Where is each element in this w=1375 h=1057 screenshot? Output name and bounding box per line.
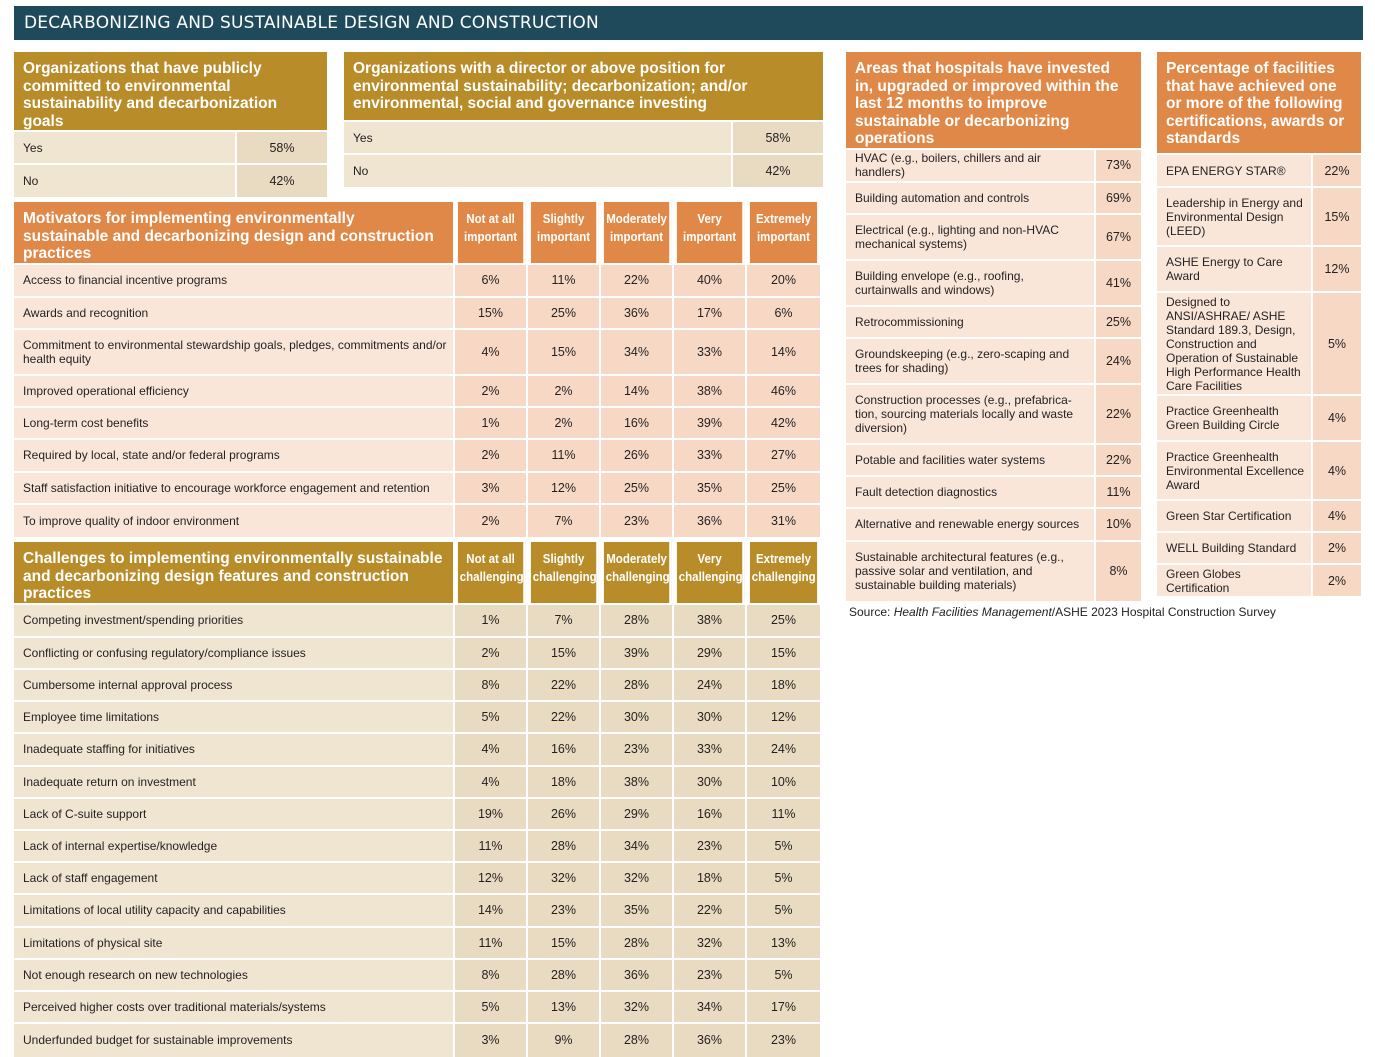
table-row [846,542,1141,601]
header-row [846,52,1141,150]
value-cell: 23% [674,960,747,992]
value-cell: 25% [747,605,820,638]
value-cell: 38% [601,767,674,799]
table-title: Motivators for implementing environmentally sustainable and decarbonizing design and construction practices [14,202,455,265]
table-row [14,505,820,537]
row-label: Cumbersome internal approval process [14,670,455,702]
row-label: Inadequate return on investment [14,767,455,799]
value-cell: 9% [528,1024,601,1057]
value-cell: 25% [747,473,820,505]
value-cell: 11% [528,265,601,298]
column-header: Extremely important [750,202,817,265]
table-row [846,339,1141,385]
row-label: Limitations of physical site [14,928,455,960]
value-cell: 1% [455,408,528,440]
value-cell: 25% [1096,307,1141,339]
row-label: Green Star Certification [1157,501,1313,533]
value-cell: 29% [674,638,747,670]
value-cell: 39% [601,638,674,670]
value-cell: 39% [674,408,747,440]
column-header: Very important [677,202,744,265]
source-publication: Health Facilities Management [893,605,1052,619]
row-label: Leadership in Energy and Environmental Design (LEED) [1157,188,1313,247]
column-header: Slightly challenging [531,542,598,605]
value-cell: 3% [455,1024,528,1057]
table-row [14,863,820,895]
value-cell: 4% [455,767,528,799]
value-cell: 20% [747,265,820,298]
value-cell: 22% [1313,155,1361,188]
row-label: Inadequate staffing for initiatives [14,734,455,767]
value-cell: 2% [455,638,528,670]
table-row [1157,247,1361,293]
table-row [14,702,820,734]
value-cell: 36% [601,960,674,992]
header-row [14,52,327,132]
table-row [14,992,820,1024]
table-row [344,122,823,155]
value-cell: 17% [674,298,747,330]
public-commitment-table [14,52,327,197]
table-row [14,767,820,799]
value-cell: 18% [747,670,820,702]
value-cell: 2% [455,376,528,408]
row-label: Retrocommissioning [846,307,1096,339]
row-label: Potable and facilities water systems [846,445,1096,477]
value-cell: 27% [747,440,820,473]
value-cell: 32% [601,863,674,895]
table-row [1157,155,1361,188]
value-cell: 12% [528,473,601,505]
value-cell: 58% [733,122,823,155]
table-title: Organizations that have publicly committed to environmental sustainability and decarbonization goals [14,52,327,132]
value-cell: 40% [674,265,747,298]
table-row [14,895,820,928]
certifications-table [1157,52,1361,596]
table-row [14,670,820,702]
table-row [14,473,820,505]
row-label: Conflicting or confusing regulatory/compliance issues [14,638,455,670]
table-title: Percentage of facilities that have achieved one or more of the following certifications, awards or standards [1157,52,1361,155]
value-cell: 2% [528,408,601,440]
row-label: Access to financial incentive programs [14,265,455,298]
table-row [1157,501,1361,533]
value-cell: 46% [747,376,820,408]
value-cell: 38% [674,376,747,408]
value-cell: 23% [747,1024,820,1057]
header-row [1157,52,1361,155]
table-row [14,330,820,376]
value-cell: 22% [1096,385,1141,445]
value-cell: 22% [528,670,601,702]
row-label: Fault detection diagnostics [846,477,1096,509]
value-cell: 28% [601,605,674,638]
value-cell: 42% [747,408,820,440]
header-row [14,202,820,265]
motivators-table [14,202,820,537]
table-title: Organizations with a director or above position for environmental sustainability; decarbonization; and/or environmental, social and governance investing [344,52,823,122]
value-cell: 32% [528,863,601,895]
value-cell: 16% [674,799,747,831]
row-label: Construction processes (e.g., prefabrica-tion, sourcing materials locally and waste diversion) [846,385,1096,445]
value-cell: 14% [747,330,820,376]
table-row [14,165,327,197]
row-label: HVAC (e.g., boilers, chillers and air handlers) [846,150,1096,183]
value-cell: 24% [1096,339,1141,385]
row-label: Required by local, state and/or federal programs [14,440,455,473]
value-cell: 4% [1313,396,1361,442]
table-row [846,215,1141,261]
value-cell: 28% [601,928,674,960]
row-label: Commitment to environmental stewardship goals, pledges, commitments and/or health equity [14,330,455,376]
table-row [14,440,820,473]
row-label: Lack of C-suite support [14,799,455,831]
row-label: Yes [344,122,733,155]
table-row [846,477,1141,509]
row-label: Lack of staff engagement [14,863,455,895]
row-label: Electrical (e.g., lighting and non-HVAC mechanical systems) [846,215,1096,261]
table-row [14,265,820,298]
value-cell: 25% [528,298,601,330]
table-row [14,638,820,670]
table-title: Areas that hospitals have invested in, upgraded or improved within the last 12 months to improve sustainable or decarbonizing operations [846,52,1141,150]
table-row [846,385,1141,445]
header-row [14,542,820,605]
row-label: Long-term cost benefits [14,408,455,440]
value-cell: 25% [601,473,674,505]
row-label: No [14,165,237,197]
value-cell: 8% [455,670,528,702]
row-label: Improved operational efficiency [14,376,455,408]
table-row [1157,188,1361,247]
row-label: Underfunded budget for sustainable improvements [14,1024,455,1057]
value-cell: 16% [528,734,601,767]
value-cell: 36% [601,298,674,330]
table-row [846,261,1141,307]
director-position-table [344,52,823,187]
value-cell: 28% [528,960,601,992]
column-header: Moderately important [604,202,671,265]
row-label: Not enough research on new technologies [14,960,455,992]
value-cell: 22% [601,265,674,298]
value-cell: 10% [1096,509,1141,542]
row-label: Alternative and renewable energy sources [846,509,1096,542]
value-cell: 36% [674,505,747,537]
row-label: To improve quality of indoor environment [14,505,455,537]
value-cell: 41% [1096,261,1141,307]
value-cell: 34% [601,831,674,863]
value-cell: 29% [601,799,674,831]
source-note [849,605,1276,619]
value-cell: 15% [455,298,528,330]
column-header: Very challenging [677,542,744,605]
value-cell: 14% [601,376,674,408]
column-header: Moderately challenging [604,542,671,605]
table-row [1157,396,1361,442]
table-row [846,183,1141,215]
value-cell: 2% [455,440,528,473]
value-cell: 34% [674,992,747,1024]
value-cell: 4% [455,734,528,767]
value-cell: 38% [674,605,747,638]
value-cell: 34% [601,330,674,376]
value-cell: 5% [747,863,820,895]
value-cell: 28% [601,670,674,702]
value-cell: 15% [528,638,601,670]
table-row [14,376,820,408]
value-cell: 31% [747,505,820,537]
row-label: Staff satisfaction initiative to encourage workforce engagement and retention [14,473,455,505]
value-cell: 7% [528,605,601,638]
row-label: Limitations of local utility capacity and capabilities [14,895,455,928]
value-cell: 23% [674,831,747,863]
value-cell: 30% [601,702,674,734]
value-cell: 13% [528,992,601,1024]
value-cell: 15% [528,330,601,376]
value-cell: 23% [528,895,601,928]
table-row [1157,565,1361,596]
value-cell: 11% [455,831,528,863]
table-row [14,605,820,638]
value-cell: 28% [528,831,601,863]
value-cell: 35% [601,895,674,928]
value-cell: 17% [747,992,820,1024]
table-row [14,408,820,440]
table-row [14,960,820,992]
row-label: No [344,155,733,187]
invested-areas-table [846,52,1141,601]
value-cell: 6% [455,265,528,298]
value-cell: 26% [601,440,674,473]
row-label: Practice Greenhealth Green Building Circle [1157,396,1313,442]
table-row [1157,442,1361,501]
value-cell: 3% [455,473,528,505]
value-cell: 11% [747,799,820,831]
value-cell: 12% [747,702,820,734]
value-cell: 24% [747,734,820,767]
row-label: EPA ENERGY STAR® [1157,155,1313,188]
value-cell: 10% [747,767,820,799]
value-cell: 7% [528,505,601,537]
value-cell: 15% [747,638,820,670]
column-header: Slightly important [531,202,598,265]
value-cell: 35% [674,473,747,505]
value-cell: 12% [455,863,528,895]
value-cell: 18% [674,863,747,895]
value-cell: 30% [674,702,747,734]
row-label: Practice Greenhealth Environmental Excellence Award [1157,442,1313,501]
row-label: Lack of internal expertise/knowledge [14,831,455,863]
challenges-table [14,542,820,1057]
value-cell: 30% [674,767,747,799]
page-title: DECARBONIZING AND SUSTAINABLE DESIGN AND CONSTRUCTION [14,6,1363,40]
row-label: Building envelope (e.g., roofing, curtainwalls and windows) [846,261,1096,307]
value-cell: 2% [1313,565,1361,596]
value-cell: 19% [455,799,528,831]
value-cell: 4% [455,330,528,376]
value-cell: 1% [455,605,528,638]
value-cell: 73% [1096,150,1141,183]
value-cell: 28% [601,1024,674,1057]
column-header: Not at all challenging [458,542,525,605]
table-row [846,509,1141,542]
value-cell: 8% [455,960,528,992]
value-cell: 11% [528,440,601,473]
value-cell: 12% [1313,247,1361,293]
value-cell: 16% [601,408,674,440]
value-cell: 2% [455,505,528,537]
table-row [846,150,1141,183]
value-cell: 32% [601,992,674,1024]
table-title: Challenges to implementing environmentally sustainable and decarbonizing design features and construction practices [14,542,455,605]
column-header: Extremely challenging [750,542,817,605]
row-label: Perceived higher costs over traditional materials/systems [14,992,455,1024]
row-label: WELL Building Standard [1157,533,1313,565]
table-row [14,799,820,831]
value-cell: 24% [674,670,747,702]
value-cell: 11% [1096,477,1141,509]
value-cell: 5% [455,992,528,1024]
source-suffix: /ASHE 2023 Hospital Construction Survey [1051,605,1276,619]
row-label: Building automation and controls [846,183,1096,215]
value-cell: 4% [1313,442,1361,501]
table-row [1157,533,1361,565]
row-label: Awards and recognition [14,298,455,330]
table-row [14,734,820,767]
value-cell: 5% [455,702,528,734]
value-cell: 2% [528,376,601,408]
table-row [846,445,1141,477]
value-cell: 5% [747,960,820,992]
value-cell: 42% [733,155,823,187]
value-cell: 26% [528,799,601,831]
table-row [344,155,823,187]
value-cell: 67% [1096,215,1141,261]
value-cell: 23% [601,505,674,537]
source-prefix: Source: [849,605,894,619]
value-cell: 4% [1313,501,1361,533]
value-cell: 69% [1096,183,1141,215]
value-cell: 33% [674,440,747,473]
value-cell: 13% [747,928,820,960]
value-cell: 22% [528,702,601,734]
value-cell: 5% [747,831,820,863]
row-label: Groundskeeping (e.g., zero-scaping and trees for shading) [846,339,1096,385]
row-label: Sustainable architectural features (e.g., passive solar and ventilation, and sustainable building materials) [846,542,1096,601]
table-row [14,831,820,863]
row-label: Employee time limitations [14,702,455,734]
row-label: Yes [14,132,237,165]
value-cell: 33% [674,330,747,376]
value-cell: 5% [747,895,820,928]
value-cell: 14% [455,895,528,928]
header-row [344,52,823,122]
table-row [14,928,820,960]
table-row [846,307,1141,339]
value-cell: 22% [1096,445,1141,477]
value-cell: 18% [528,767,601,799]
value-cell: 11% [455,928,528,960]
value-cell: 23% [601,734,674,767]
row-label: ASHE Energy to Care Award [1157,247,1313,293]
table-row [14,298,820,330]
value-cell: 42% [237,165,327,197]
value-cell: 32% [674,928,747,960]
value-cell: 15% [528,928,601,960]
table-row [14,132,327,165]
value-cell: 6% [747,298,820,330]
value-cell: 36% [674,1024,747,1057]
row-label: Designed to ANSI/ASHRAE/ ASHE Standard 189.3, Design, Construction and Operation of Sustainable High Performance Health Care Facilities [1157,293,1313,396]
row-label: Green Globes Certification [1157,565,1313,596]
table-row [1157,293,1361,396]
value-cell: 8% [1096,542,1141,601]
column-header: Not at all important [458,202,525,265]
value-cell: 5% [1313,293,1361,396]
value-cell: 15% [1313,188,1361,247]
value-cell: 58% [237,132,327,165]
row-label: Competing investment/spending priorities [14,605,455,638]
value-cell: 33% [674,734,747,767]
value-cell: 22% [674,895,747,928]
value-cell: 2% [1313,533,1361,565]
table-row [14,1024,820,1057]
